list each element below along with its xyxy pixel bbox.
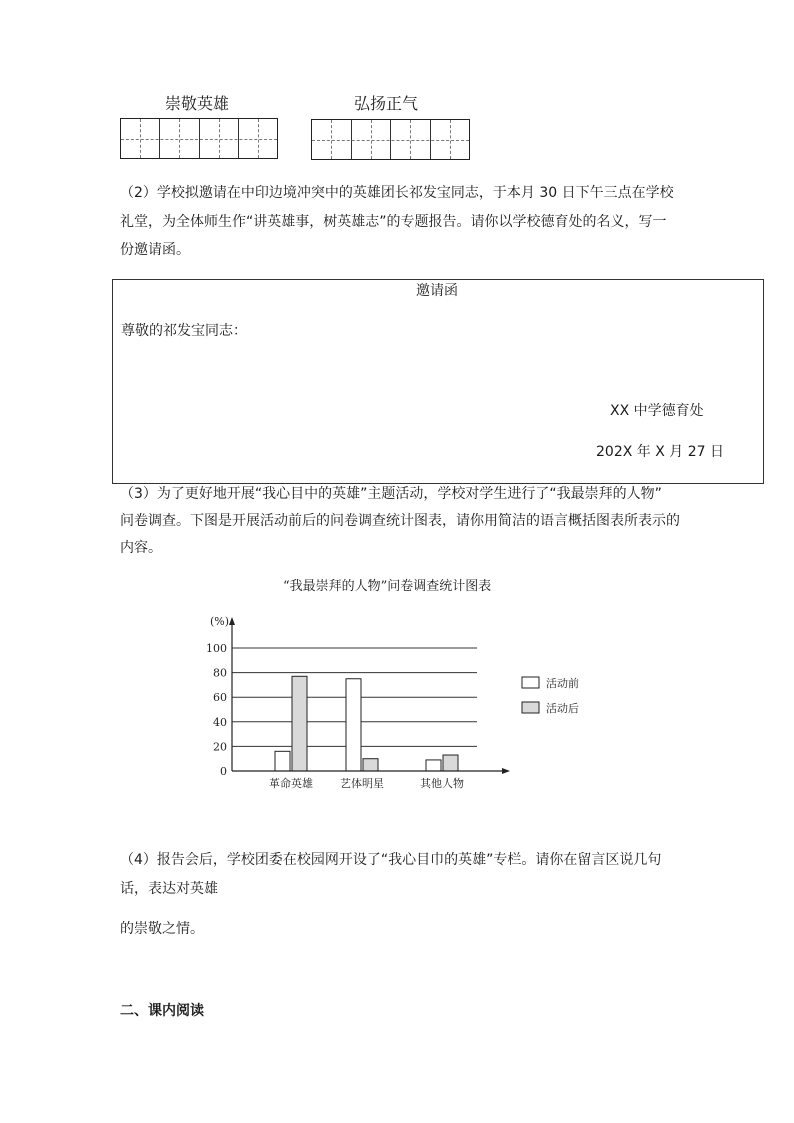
survey-bar-chart	[190, 605, 620, 800]
chart-x-tick-label: 其他人物	[420, 777, 464, 790]
q4-line-3: 的崇敬之情。	[120, 921, 204, 937]
chart-y-tick-labels	[206, 615, 229, 778]
chart-y-axis-arrow	[229, 617, 235, 625]
chart-y-tick-label: 60	[213, 691, 227, 705]
chart-x-tick-label: 艺体明星	[340, 777, 384, 790]
writing-grid-right	[311, 119, 470, 160]
chart-legend	[522, 676, 579, 715]
q3-line-1: （3）为了更好地开展“我心目中的英雄”主题活动，学校对学生进行了“我最崇拜的人物”	[120, 486, 662, 502]
chart-x-tick-label: 革命英雄	[269, 777, 313, 790]
q3-line-3: 内容。	[120, 540, 162, 556]
chart-x-axis-arrow	[502, 768, 510, 774]
grid-label-left: 崇敬英雄	[165, 94, 230, 113]
chart-bar	[363, 759, 378, 771]
invitation-salutation: 尊敬的祁发宝同志：	[121, 323, 247, 339]
chart-y-tick-label: 20	[213, 740, 227, 754]
chart-legend-swatch	[522, 702, 539, 713]
q2-line-2: 礼堂，为全体师生作“讲英雄事，树英雄志”的专题报告。请你以学校德育处的名义，写一	[120, 214, 667, 230]
chart-y-tick-label: 40	[213, 715, 227, 729]
chart-y-tick-label: 0	[220, 765, 227, 778]
chart-bar	[346, 679, 361, 771]
chart-y-tick-label: 100	[206, 642, 227, 655]
chart-bar	[443, 755, 458, 771]
chart-y-tick-label: 80	[213, 666, 227, 680]
q2-line-3: 份邀请函。	[120, 242, 190, 258]
chart-legend-label: 活动后	[546, 702, 579, 715]
q4-line-1: （4）报告会后，学校团委在校园网开设了“我心目巾的英雄”专栏。请你在留言区说几句	[120, 852, 662, 868]
q2-line-1: （2）学校拟邀请在中印边境冲突中的英雄团长祁发宝同志，于本月 30 日下午三点在学校	[120, 185, 674, 201]
chart-y-axis-label: (%)	[210, 615, 230, 628]
q4-line-2: 话，表达对英雄	[120, 881, 218, 897]
chart-bar	[292, 676, 307, 771]
invitation-title: 邀请函	[416, 283, 458, 299]
grid-label-right: 弘扬正气	[354, 94, 419, 113]
chart-bar	[275, 751, 290, 771]
chart-bars	[275, 676, 458, 771]
chart-legend-label: 活动前	[546, 677, 579, 690]
chart-title: “我最崇拜的人物”问卷调查统计图表	[283, 579, 492, 594]
writing-grid-left	[120, 118, 278, 159]
chart-legend-swatch	[522, 677, 539, 688]
section-2-heading: 二、课内阅读	[120, 1003, 204, 1019]
chart-bar	[426, 760, 441, 771]
grid-midline	[121, 139, 277, 140]
chart-axes	[229, 617, 510, 774]
chart-x-tick-labels	[269, 776, 464, 790]
grid-midline	[312, 140, 469, 141]
invitation-sender: XX 中学德育处	[610, 403, 704, 419]
q3-line-2: 问卷调查。下图是开展活动前后的问卷调查统计图表，请你用简洁的语言概括图表所表示的	[120, 513, 680, 529]
invitation-date: 202X 年 X 月 27 日	[596, 444, 724, 460]
